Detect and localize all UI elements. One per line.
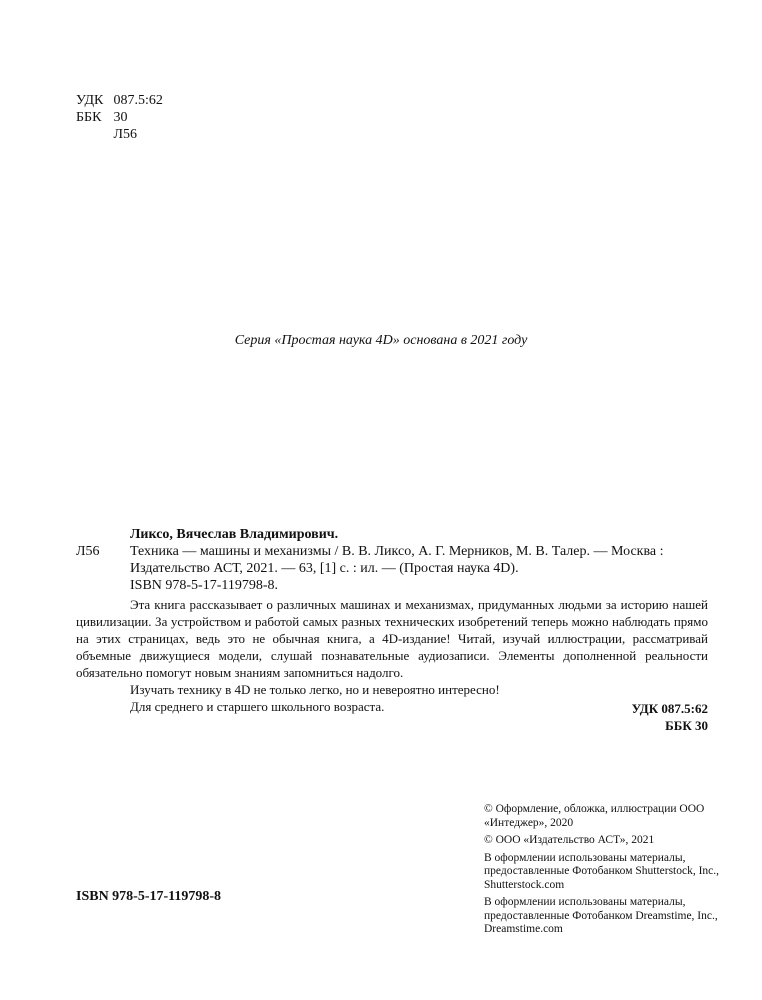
copyright-ast: © ООО «Издательство АСТ», 2021	[484, 834, 655, 846]
bbk-value: 30	[113, 110, 128, 125]
age-line: Для среднего и старшего школьного возраста.	[130, 699, 385, 714]
bbk-right: ББК 30	[665, 718, 708, 733]
description-text: Техника — машины и механизмы / В. В. Ликсо, А. Г. Мерников, М. В. Талер. — Москва : Издательство АСТ, 2021. — 63, [1] с. : ил. — (Простая наука 4D).	[130, 544, 664, 576]
credit-shutterstock: В оформлении использованы материалы, предоставленные Фотобанком Shutterstock, Inc., Shutterstock.com	[484, 851, 720, 891]
right-classification-codes	[632, 700, 708, 734]
udk-right: УДК 087.5:62	[631, 701, 708, 716]
series-note: Серия «Простая наука 4D» основана в 2021 году	[234, 333, 528, 348]
classification-codes	[76, 92, 163, 143]
credit-dreamstime: В оформлении использованы материалы, предоставленные Фотобанком Dreamstime, Inc., Dreamstime.com	[484, 896, 718, 935]
book-description	[76, 543, 708, 577]
fun-line: Изучать технику в 4D не только легко, но и невероятно интересно!	[130, 682, 500, 697]
udk-value: 087.5:62	[113, 93, 163, 108]
bibliographic-record	[76, 526, 708, 715]
author-code: Л56	[76, 544, 100, 559]
author-mark: Л56	[113, 127, 137, 142]
bbk-row	[76, 109, 163, 126]
udk-row	[76, 92, 163, 109]
book-abstract: Эта книга рассказывает о различных машинах и механизмах, придуманных людьми за историю нашей цивилизации. За устройством и работой самых разных технических изобретений теперь можно наблюдать прямо на этих страницах, ведь это не обычная книга, а 4D-издание! Читай, изучай иллюстрации, рассматривай объемные движущиеся модели, слушай познавательные аудиозаписи. Элементы дополненной реальности обязательно помогут новым знаниям запомниться надолго.	[76, 597, 708, 680]
copyright-block	[484, 803, 724, 941]
isbn-bottom: ISBN 978-5-17-119798-8	[76, 889, 222, 904]
copyright-design: © Оформление, обложка, иллюстрации ООО «Интеджер», 2020	[484, 803, 705, 829]
bbk-label: ББК	[76, 110, 102, 125]
isbn-entry: ISBN 978-5-17-119798-8.	[130, 578, 279, 593]
udk-label: УДК	[76, 93, 104, 108]
author-heading: Ликсо, Вячеслав Владимирович.	[130, 527, 339, 542]
author-mark-row	[76, 126, 163, 143]
